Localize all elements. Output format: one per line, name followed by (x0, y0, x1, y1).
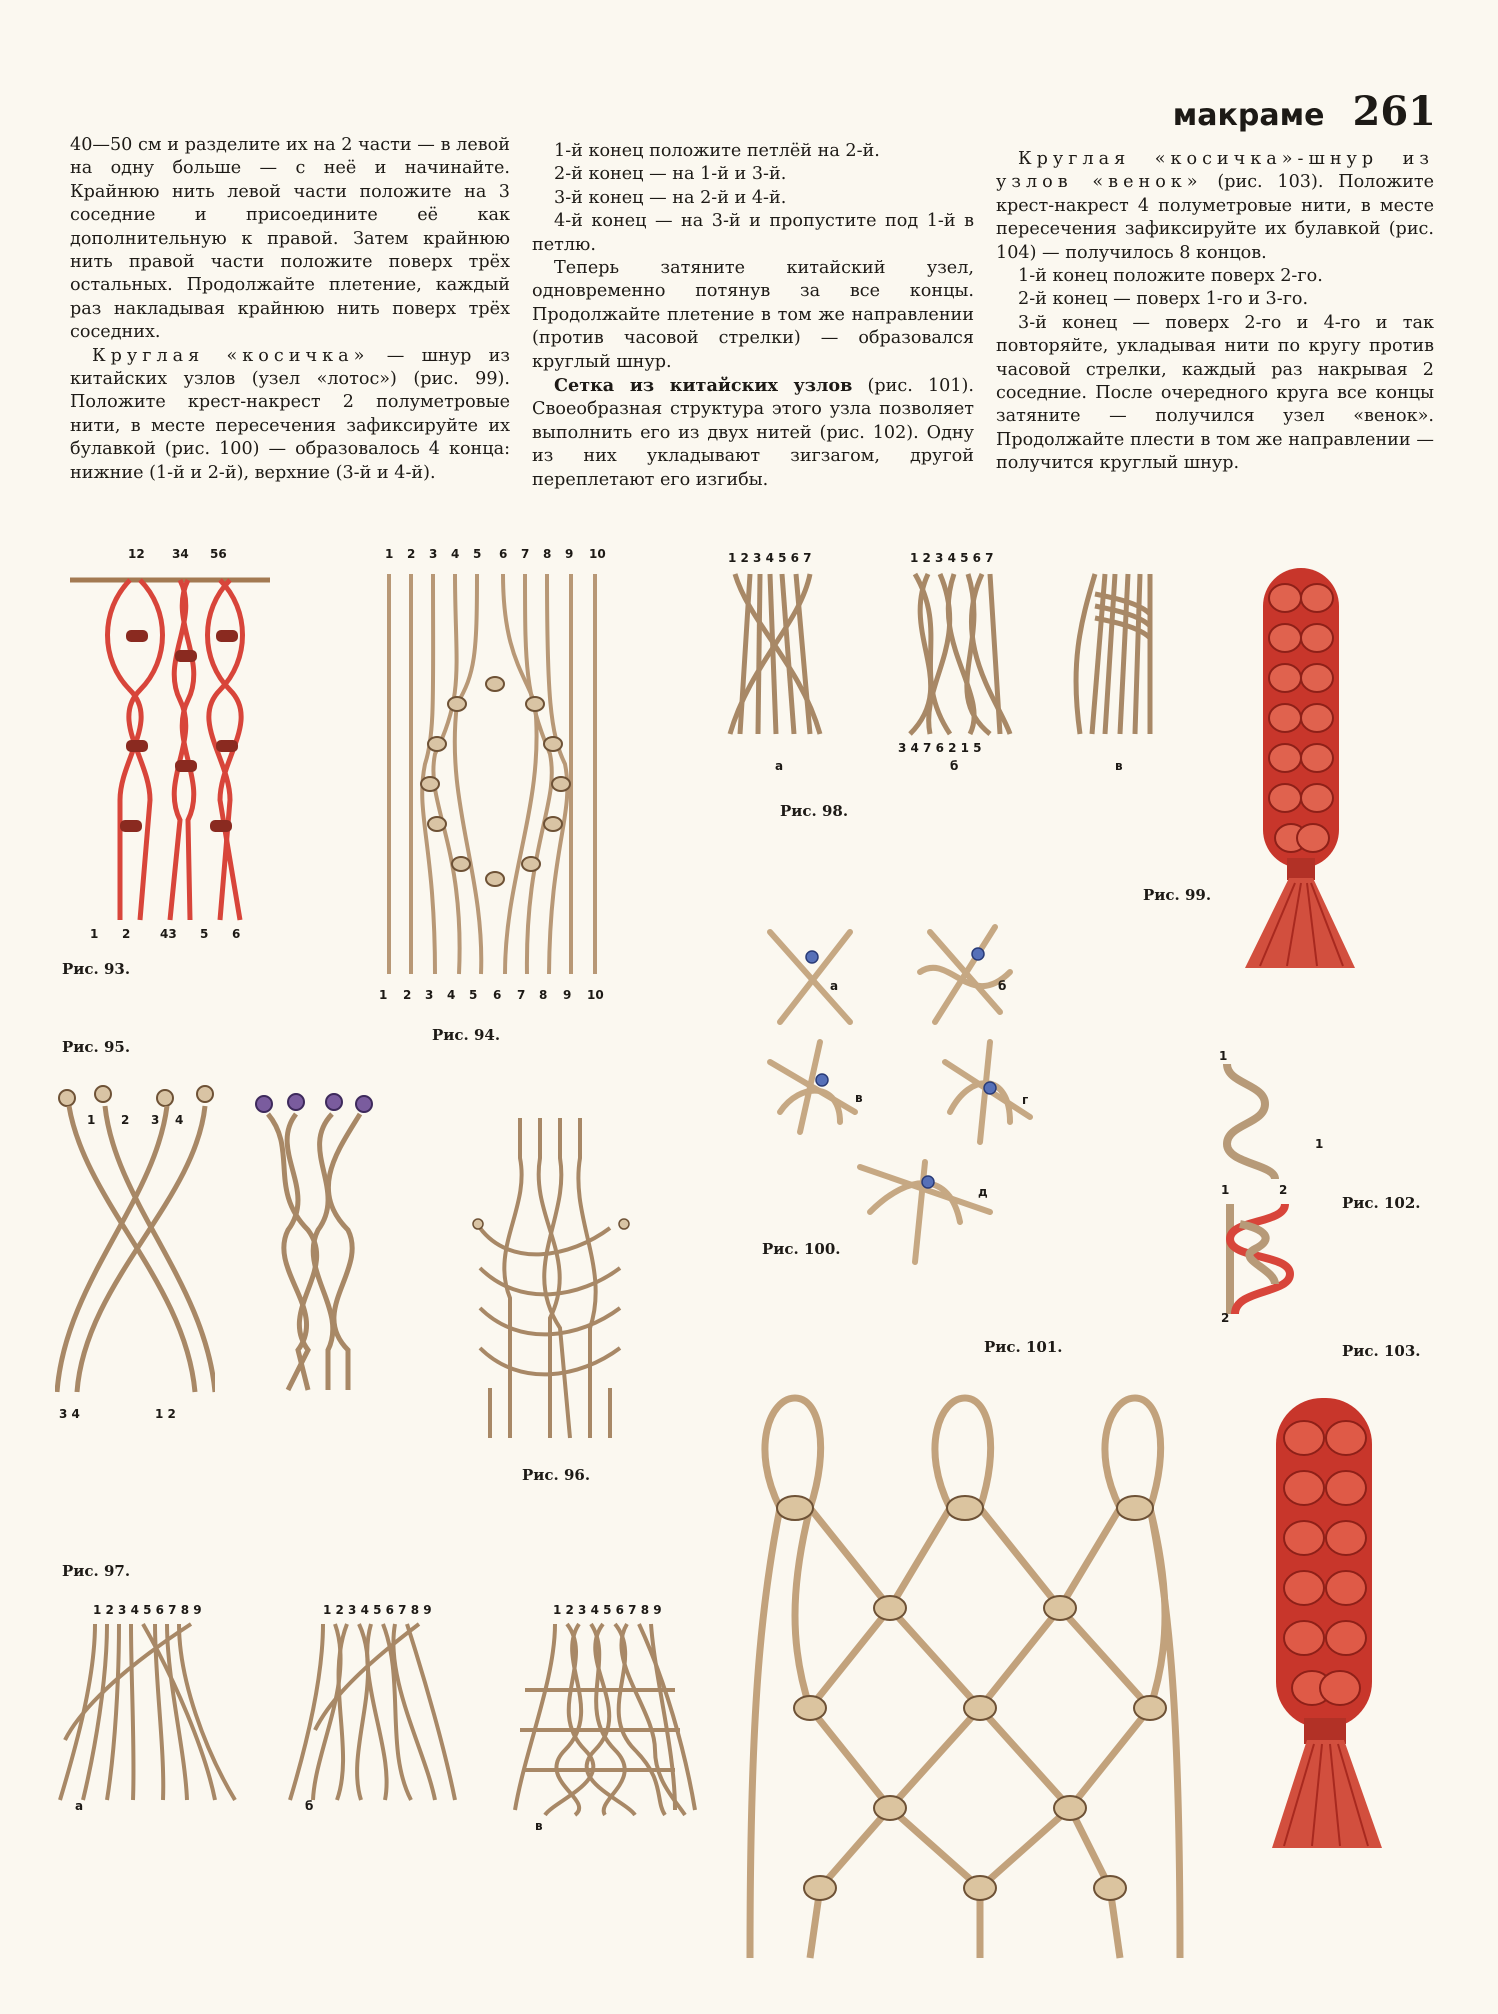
figure-99-illustration (1225, 558, 1375, 988)
fig102-label: 1 (1315, 1137, 1324, 1151)
fig97a-top-label: 1 2 3 4 5 6 7 8 9 (93, 1603, 202, 1617)
bold-heading: Сетка из китайских узлов (554, 375, 853, 397)
figure-93-illustration (60, 540, 280, 940)
fig93-top-label: 34 (172, 547, 189, 561)
fig94-bottom-label: 6 (493, 988, 502, 1002)
figure-101-illustration (730, 1388, 1200, 1968)
fig98b-bottom-label: 3 4 7 6 2 1 5 (898, 741, 982, 755)
fig93-bottom-label: 43 (160, 927, 177, 940)
paragraph-text: — шнур из китайских узлов (узел «лотос») (рис. 99). Положите крест-накрест 2 полуметровые нити, в месте пересечения зафиксируйте их булавкой (рис. 100) — образовалось 4 конца: нижние (1-й и 2-й), верхние (3-й и 4-й). (70, 345, 510, 483)
fig100-sub-label: а (830, 979, 839, 993)
figure-95-illustration (55, 1082, 215, 1427)
fig93-bottom-label: 5 (200, 927, 209, 940)
fig95-bottom-label: 1 2 (155, 1407, 176, 1421)
fig94-bottom-label: 10 (587, 988, 604, 1002)
paragraph: 3-й конец — на 2-й и 4-й. (554, 187, 787, 208)
fig100-sub-label: г (1022, 1093, 1029, 1107)
caption-fig98: Рис. 98. (780, 802, 849, 820)
paragraph-text: (рис. 101). Своеобразная структура этого узла позволяет выполнить его из двух нитей (рис. 102). Одну из них укладывают зигзагом, другой переплетают его изгибы. (532, 376, 974, 490)
paragraph: 1-й конец положите петлёй на 2-й. (554, 141, 880, 161)
fig102-label: 1 (1219, 1049, 1228, 1063)
fig94-top-label: 9 (565, 547, 574, 561)
figure-94-illustration (375, 544, 635, 1004)
caption-fig101: Рис. 101. (984, 1338, 1063, 1356)
fig94-bottom-label: 8 (539, 988, 548, 1002)
fig98a-top-label: 1 2 3 4 5 6 7 (728, 551, 812, 565)
fig97-sub-label: в (535, 1819, 543, 1833)
figure-95-braid-illustration (248, 1090, 378, 1400)
paragraph (532, 374, 974, 492)
fig94-bottom-label: 3 (425, 988, 434, 1002)
figure-98-illustration (710, 544, 1180, 784)
fig100-sub-label: в (855, 1091, 863, 1105)
figure-100-illustration (760, 912, 1090, 1282)
caption-fig103: Рис. 103. (1342, 1342, 1421, 1360)
caption-fig94: Рис. 94. (432, 1026, 501, 1044)
fig94-top-label: 10 (589, 547, 606, 561)
fig97-sub-label: а (75, 1799, 84, 1813)
fig94-bottom-label: 9 (563, 988, 572, 1002)
fig94-bottom-label: 2 (403, 988, 412, 1002)
fig93-top-label: 12 (128, 547, 145, 561)
fig95-top-label: 3 (151, 1113, 160, 1127)
section-title: макраме (1172, 98, 1325, 133)
fig100-sub-label: б (998, 979, 1007, 993)
caption-fig100: Рис. 100. (762, 1240, 841, 1258)
fig93-bottom-label: 6 (232, 927, 241, 940)
figure-97-illustration (55, 1600, 735, 1850)
page-header (1173, 88, 1436, 135)
fig95-top-label: 4 (175, 1113, 184, 1127)
fig94-bottom-label: 7 (517, 988, 526, 1002)
fig94-top-label: 1 (385, 547, 394, 561)
paragraph: 40—50 см и разделите их на 2 части — в левой на одну больше — с неё и начинайте. Крайнюю нить левой части положите на 3 соседние и присоедините её как дополнительную к правой. Затем крайнюю нить правой части положите поверх трёх остальных. Продолжайте плетение, каждый раз накладывая крайнюю нить поверх трёх соседних. (70, 135, 510, 343)
paragraph (70, 345, 510, 485)
caption-fig95: Рис. 95. (62, 1038, 131, 1056)
fig97-sub-label: б (305, 1799, 314, 1813)
text-column-middle (532, 140, 974, 492)
page-number: 261 (1352, 88, 1436, 135)
fig102-label: 2 (1279, 1183, 1288, 1197)
fig94-top-label: 8 (543, 547, 552, 561)
fig102-label: 1 (1221, 1183, 1230, 1197)
fig93-top-label: 56 (210, 547, 227, 561)
paragraph: 1-й конец положите поверх 2-го. (1018, 266, 1323, 287)
caption-fig97: Рис. 97. (62, 1562, 131, 1580)
paragraph: 4-й конец — на 3-й и пропустите под 1-й в петлю. (532, 211, 974, 255)
fig94-top-label: 5 (473, 547, 482, 561)
fig95-top-label: 1 (87, 1113, 96, 1127)
fig94-top-label: 6 (499, 547, 508, 561)
fig102-label: 2 (1221, 1311, 1230, 1324)
paragraph: 2-й конец — на 1-й и 3-й. (554, 164, 787, 185)
caption-fig96: Рис. 96. (522, 1466, 591, 1484)
fig98-sub-label: б (950, 759, 959, 773)
fig94-bottom-label: 5 (469, 988, 478, 1002)
figure-103-illustration (1252, 1388, 1402, 1858)
fig94-top-label: 4 (451, 547, 460, 561)
caption-fig102: Рис. 102. (1342, 1194, 1421, 1212)
fig93-bottom-label: 2 (122, 927, 131, 940)
fig97c-top-label: 1 2 3 4 5 6 7 8 9 (553, 1603, 662, 1617)
fig95-top-label: 2 (121, 1113, 130, 1127)
caption-fig93: Рис. 93. (62, 960, 131, 978)
fig94-top-label: 3 (429, 547, 438, 561)
paragraph: 2-й конец — поверх 1-го и 3-го. (1018, 289, 1309, 310)
paragraph: 3-й конец — поверх 2-го и 4-го и так повторяйте, укладывая нити по кругу против часовой стрелки, каждый раз накрывая 2 соседние. После очередного круга все концы затяните — получился узел «венок». Продолжайте плести в том же направлении — получится круглый шнур. (996, 312, 1434, 474)
paragraph (996, 148, 1434, 265)
fig97b-top-label: 1 2 3 4 5 6 7 8 9 (323, 1603, 432, 1617)
fig98-sub-label: а (775, 759, 784, 773)
figure-102-illustration (1215, 1044, 1325, 1324)
fig95-bottom-label: 3 4 (59, 1407, 80, 1421)
paragraph-text: (рис. 103). Положите крест-накрест 4 полуметровые нити, в месте пересечения зафиксируйте их булавкой (рис. 104) — получилось 8 концов. (996, 172, 1434, 263)
fig94-top-label: 7 (521, 547, 530, 561)
fig93-bottom-label: 1 (90, 927, 99, 940)
caption-fig99: Рис. 99. (1143, 886, 1212, 904)
fig94-bottom-label: 1 (379, 988, 388, 1002)
text-column-left (70, 134, 510, 485)
fig98b-top-label: 1 2 3 4 5 6 7 (910, 551, 994, 565)
fig94-bottom-label: 4 (447, 988, 456, 1002)
spaced-heading: Круглая «косичка» (92, 345, 370, 366)
fig94-top-label: 2 (407, 547, 416, 561)
text-column-right (996, 148, 1434, 476)
figure-96-illustration (470, 1118, 640, 1448)
spaced-heading: Круглая «косичка»-шнур из узлов «венок» (996, 149, 1434, 193)
fig100-sub-label: д (978, 1185, 988, 1199)
paragraph: Теперь затяните китайский узел, одновременно потянув за все концы. Продолжайте плетение в том же направлении (против часовой стрелки) — образовался круглый шнур. (532, 258, 974, 372)
fig98-sub-label: в (1115, 759, 1123, 773)
